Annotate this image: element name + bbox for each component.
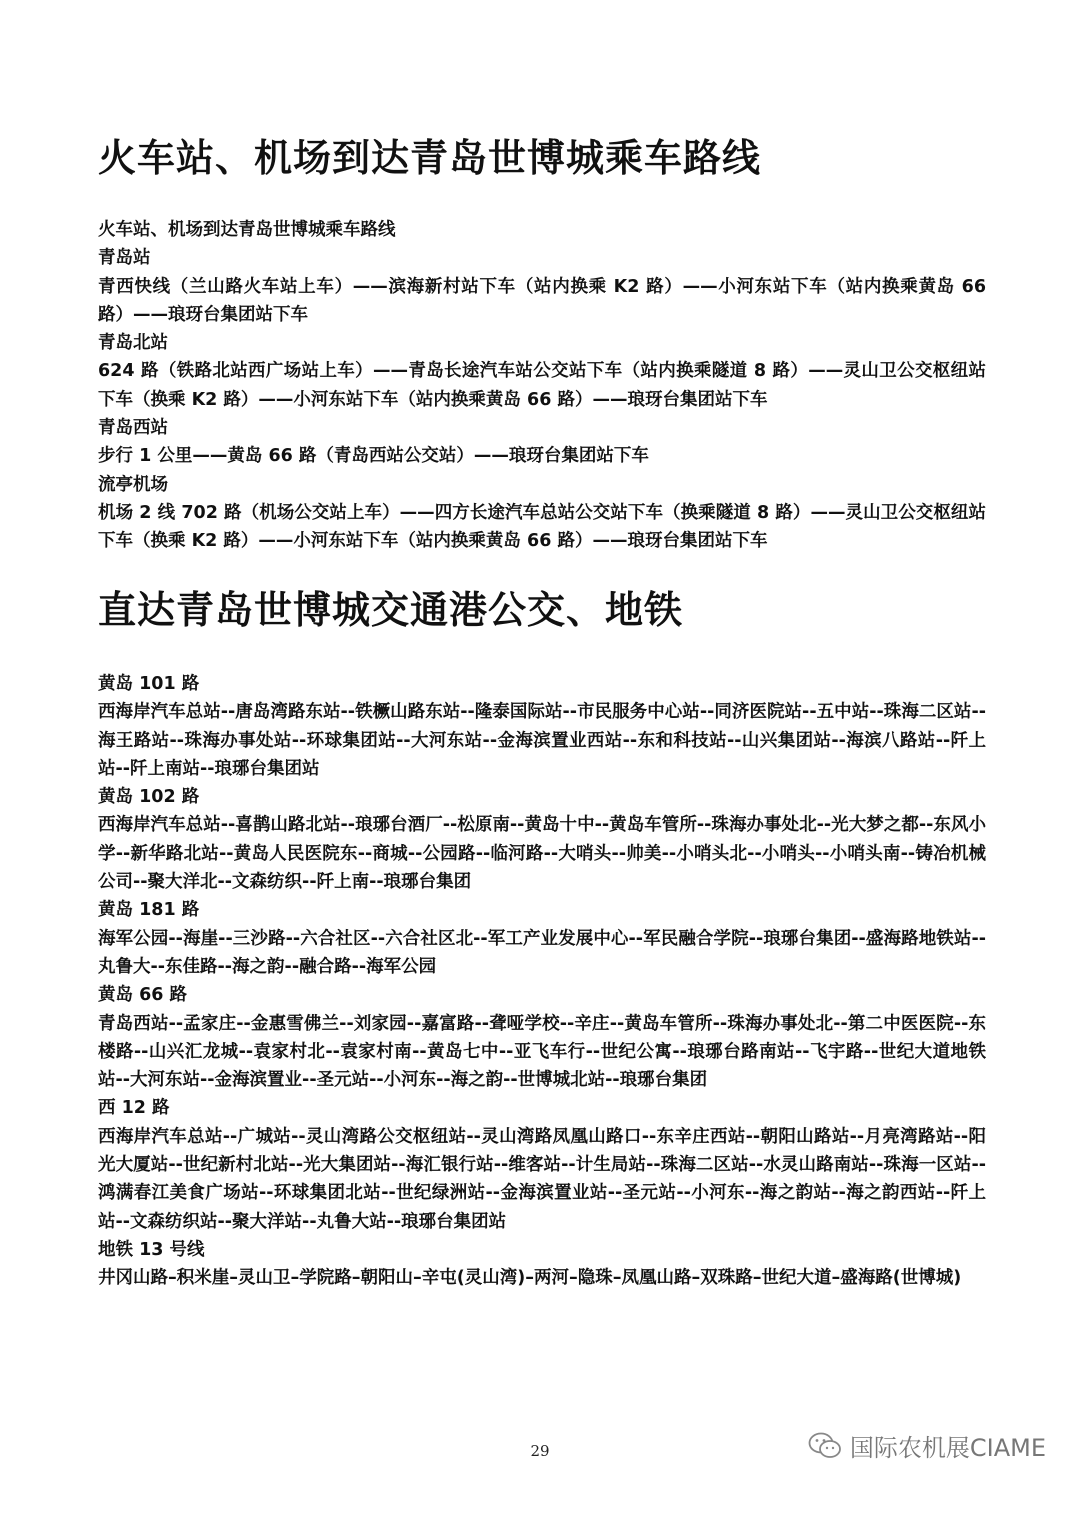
line-heading: 西 12 路 — [98, 1098, 170, 1119]
route-text: 624 路（铁路北站西广场站上车）——青岛长途汽车站公交站下车（站内换乘隧道 8 路）——灵山卫公交枢纽站下车（换乘 K2 路）——小河东站下车（站内换乘黄岛 66 路）——琅玡台集团站下车 — [98, 361, 986, 410]
route-text: 青西快线（兰山路火车站上车）——滨海新村站下车（站内换乘 K2 路）——小河东站下车（站内换乘黄岛 66 路）——琅玡台集团站下车 — [98, 276, 986, 325]
watermark-text: 国际农机展CIAME — [849, 1434, 1046, 1462]
stop-list: 海军公园--海崖--三沙路--六合社区--六合社区北--军工产业发展中心--军民融合学院--琅琊台集团--盛海路地铁站--丸鲁大--东佳路--海之韵--融合路--海军公园 — [98, 928, 986, 977]
stop-list: 西海岸汽车总站--唐岛湾路东站--铁橛山路东站--隆泰国际站--市民服务中心站--同济医院站--五中站--珠海二区站--海王路站--珠海办事处站--环球集团站--大河东站--金海滨置业西站--东和科技站--山兴集团站--海滨八路站--阡上站--阡上南站--琅琊台集团站 — [98, 702, 986, 779]
stop-list: 青岛西站--孟家庄--金惠雪佛兰--刘家园--嘉富路--聋哑学校--辛庄--黄岛车管所--珠海办事处北--第二中医医院--东楼路--山兴汇龙城--袁家村北--袁家村南--黄岛七中--亚飞车行--世纪公寓--琅琊台路南站--飞宇路--世纪大道地铁站--大河东站--金海滨置业--圣元站--小河东--海之韵--世博城北站--琅琊台集团 — [98, 1013, 986, 1091]
route-text: 机场 2 线 702 路（机场公交站上车）——四方长途汽车总站公交站下车（换乘隧道 8 路）——灵山卫公交枢纽站下车（换乘 K2 路）——小河东站下车（站内换乘黄岛 66 路）——琅玡台集团站下车 — [98, 502, 986, 552]
station-heading: 流亭机场 — [98, 474, 168, 495]
line-heading: 黄岛 181 路 — [98, 900, 200, 921]
route-text: 步行 1 公里——黄岛 66 路（青岛西站公交站）——琅玡台集团站下车 — [98, 446, 649, 467]
wechat-icon — [808, 1432, 842, 1460]
page-number: 29 — [530, 1442, 550, 1460]
station-heading: 青岛北站 — [98, 333, 168, 354]
stop-list: 井冈山路–积米崖–灵山卫–学院路–朝阳山–辛屯(灵山湾)–两河–隐珠–凤凰山路–双珠路–世纪大道–盛海路(世博城) — [98, 1268, 962, 1289]
section-direct-lines — [98, 670, 986, 1293]
line-heading: 黄岛 102 路 — [98, 787, 200, 808]
section-transfer-routes — [98, 216, 986, 556]
watermark — [808, 1428, 1046, 1463]
section-title-direct-lines: 直达青岛世博城交通港公交、地铁 — [98, 588, 684, 632]
station-heading: 青岛站 — [98, 248, 151, 269]
line-heading: 黄岛 66 路 — [98, 985, 188, 1006]
section-title-transfer-routes: 火车站、机场到达青岛世博城乘车路线 — [98, 136, 762, 180]
stop-list: 西海岸汽车总站--喜鹊山路北站--琅琊台酒厂--松原南--黄岛十中--黄岛车管所--珠海办事处北--光大梦之都--东风小学--新华路北站--黄岛人民医院东--商城--公园路--临河路--大哨头--帅美--小哨头北--小哨头--小哨头南--铸冶机械公司--聚大洋北--文森纺织--阡上南--琅琊台集团 — [98, 815, 986, 893]
line-heading: 地铁 13 号线 — [98, 1239, 205, 1260]
stop-list: 西海岸汽车总站--广城站--灵山湾路公交枢纽站--灵山湾路凤凰山路口--东辛庄西站--朝阳山路站--月亮湾路站--阳光大厦站--世纪新村北站--光大集团站--海汇银行站--维客站--计生局站--珠海二区站--水灵山路南站--珠海一区站--鸿满春江美食广场站--环球集团北站--世纪绿洲站--金海滨置业站--圣元站--小河东--海之韵站--海之韵西站--阡上站--文森纺织站--聚大洋站--丸鲁大站--琅琊台集团站 — [98, 1126, 986, 1232]
station-heading: 青岛西站 — [98, 418, 168, 439]
section-subtitle: 火车站、机场到达青岛世博城乘车路线 — [98, 220, 396, 240]
line-heading: 黄岛 101 路 — [98, 674, 200, 694]
